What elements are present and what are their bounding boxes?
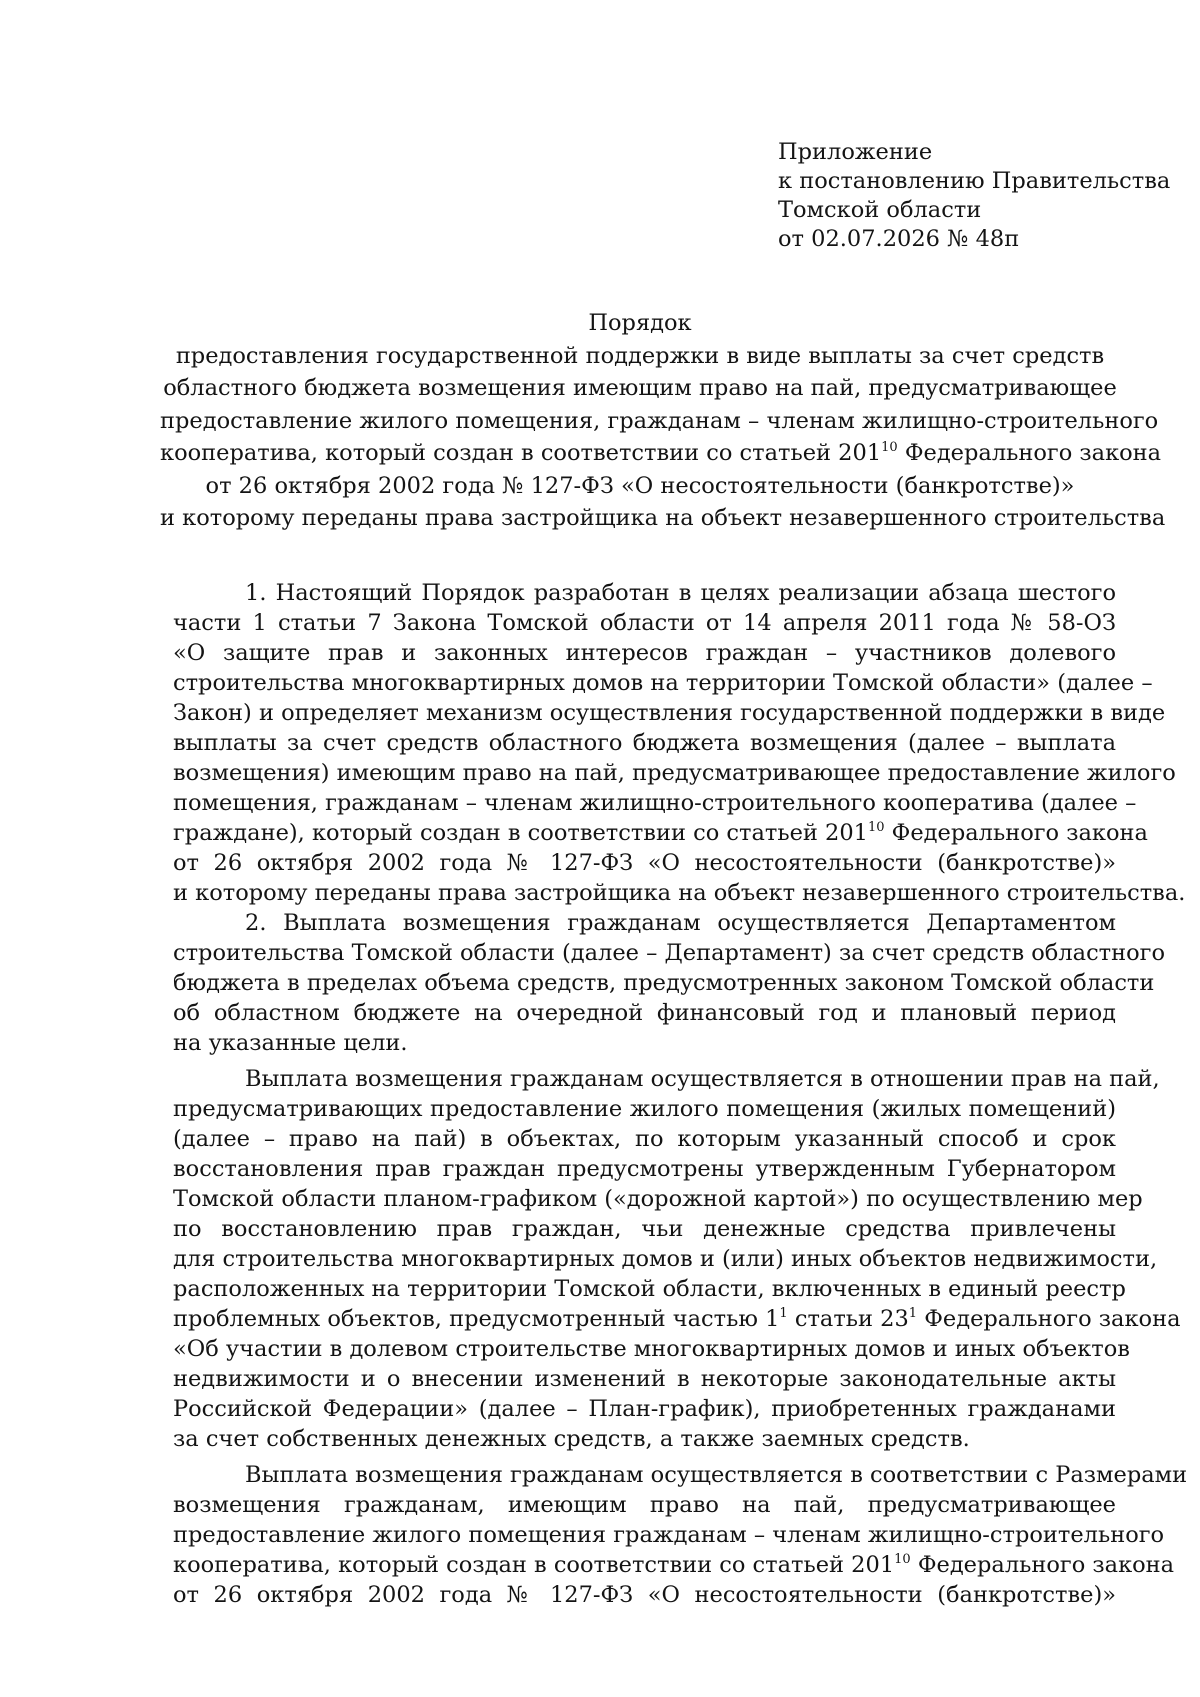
- text-line: для строительства многоквартирных домов и (или) иных объектов недвижимости,: [173, 1246, 1158, 1272]
- superscript: 1: [908, 1306, 918, 1321]
- text-line: предоставление жилого помещения гражданам – членам жилищно-строительного: [173, 1522, 1165, 1548]
- text-fragment: граждане), который создан в соответствии со статьей 201: [173, 820, 868, 846]
- superscript: 10: [881, 440, 898, 455]
- text-fragment: кооператива, который создан в соответствии со статьей 201: [173, 1552, 895, 1578]
- title-line: предоставление жилого помещения, гражданам – членам жилищно-строительного: [160, 407, 1159, 434]
- text-line: восстановления прав граждан предусмотрены утвержденным Губернатором: [173, 1156, 1116, 1182]
- text-line: [173, 818, 1148, 848]
- text-line: строительства многоквартирных домов на территории Томской области» (далее –: [173, 670, 1153, 696]
- paragraph-3: [173, 1064, 1181, 1454]
- text-line: «Об участии в долевом строительстве многоквартирных домов и иных объектов: [173, 1336, 1130, 1362]
- text-line: [173, 1550, 1175, 1580]
- text-line: от 26 октября 2002 года № 127-ФЗ «О несостоятельности (банкротстве)»: [173, 850, 1116, 876]
- text-line: Томской области планом-графиком («дорожной картой») по осуществлению мер: [173, 1186, 1143, 1212]
- title-line: и которому переданы права застройщика на объект незавершенного строительства: [160, 505, 1166, 531]
- title-line: от 26 октября 2002 года № 127-ФЗ «О несостоятельности (банкротстве)»: [205, 472, 1075, 499]
- text-line: об областном бюджете на очередной финансовый год и плановый период: [173, 1000, 1116, 1026]
- text-fragment: Федерального закона: [917, 1306, 1181, 1332]
- text-line: выплаты за счет средств областного бюджета возмещения (далее – выплата: [173, 730, 1116, 756]
- paragraph-2: [173, 908, 1165, 1058]
- text-line: и которому переданы права застройщика на объект незавершенного строительства.: [173, 880, 1186, 906]
- text-line: Российской Федерации» (далее – План-график), приобретенных гражданами: [173, 1396, 1116, 1422]
- text-fragment: Федерального закона: [884, 820, 1148, 846]
- text-line: Закон) и определяет механизм осуществления государственной поддержки в виде: [173, 700, 1166, 726]
- text-line: строительства Томской области (далее – Департамент) за счет средств областного: [173, 940, 1165, 966]
- superscript: 10: [894, 1552, 911, 1567]
- text-line: расположенных на территории Томской области, включенных в единый реестр: [173, 1276, 1126, 1302]
- appendix-line: к постановлению Правительства: [778, 168, 1171, 194]
- text-line: возмещения гражданам, имеющим право на пай, предусматривающее: [173, 1492, 1116, 1518]
- text-line: по восстановлению прав граждан, чьи денежные средства привлечены: [173, 1216, 1116, 1242]
- title-line: областного бюджета возмещения имеющим право на пай, предусматривающее: [163, 375, 1117, 401]
- title-text: кооператива, который создан в соответствии со статьей 201: [160, 440, 882, 466]
- text-line: возмещения) имеющим право на пай, предусматривающее предоставление жилого: [173, 760, 1176, 786]
- superscript: 1: [779, 1306, 788, 1321]
- text-line: Выплата возмещения гражданам осуществляется в отношении прав на пай,: [245, 1066, 1160, 1092]
- text-line: 1. Настоящий Порядок разработан в целях реализации абзаца шестого: [245, 580, 1116, 606]
- text-fragment: статьи 23: [787, 1306, 909, 1332]
- text-line: Выплата возмещения гражданам осуществляется в соответствии с Размерами: [245, 1462, 1188, 1488]
- text-line: «О защите прав и законных интересов граждан – участников долевого: [173, 640, 1116, 666]
- superscript: 10: [867, 820, 885, 835]
- title-line: предоставления государственной поддержки в виде выплаты за счет средств: [175, 342, 1105, 369]
- text-line: (далее – право на пай) в объектах, по которым указанный способ и срок: [173, 1126, 1116, 1152]
- appendix-header: [778, 138, 1170, 254]
- document-body: [173, 578, 1188, 1610]
- appendix-line: от 02.07.2026 № 48п: [778, 226, 1020, 252]
- text-fragment: Федерального закона: [910, 1552, 1175, 1578]
- paragraph-1: [173, 578, 1186, 908]
- text-line: от 26 октября 2002 года № 127-ФЗ «О несостоятельности (банкротстве)»: [173, 1582, 1116, 1608]
- text-line: предусматривающих предоставление жилого помещения (жилых помещений): [173, 1096, 1116, 1122]
- title-heading: Порядок: [588, 310, 692, 336]
- appendix-line: Приложение: [778, 139, 933, 165]
- paragraph-4: [173, 1460, 1188, 1610]
- text-line: [173, 1304, 1181, 1334]
- text-line: недвижимости и о внесении изменений в некоторые законодательные акты: [173, 1366, 1116, 1392]
- text-line: 2. Выплата возмещения гражданам осуществляется Департаментом: [245, 910, 1116, 936]
- text-line: на указанные цели.: [173, 1030, 408, 1056]
- document-title: [160, 307, 1166, 535]
- title-text: Федерального закона: [897, 440, 1162, 466]
- appendix-line: Томской области: [778, 197, 982, 223]
- text-fragment: проблемных объектов, предусмотренный частью 1: [173, 1306, 780, 1332]
- title-line: [160, 437, 1162, 470]
- text-line: бюджета в пределах объема средств, предусмотренных законом Томской области: [173, 970, 1155, 996]
- text-line: за счет собственных денежных средств, а также заемных средств.: [173, 1426, 970, 1452]
- text-line: помещения, гражданам – членам жилищно-строительного кооператива (далее –: [173, 790, 1137, 816]
- text-line: части 1 статьи 7 Закона Томской области от 14 апреля 2011 года № 58-ОЗ: [173, 610, 1116, 636]
